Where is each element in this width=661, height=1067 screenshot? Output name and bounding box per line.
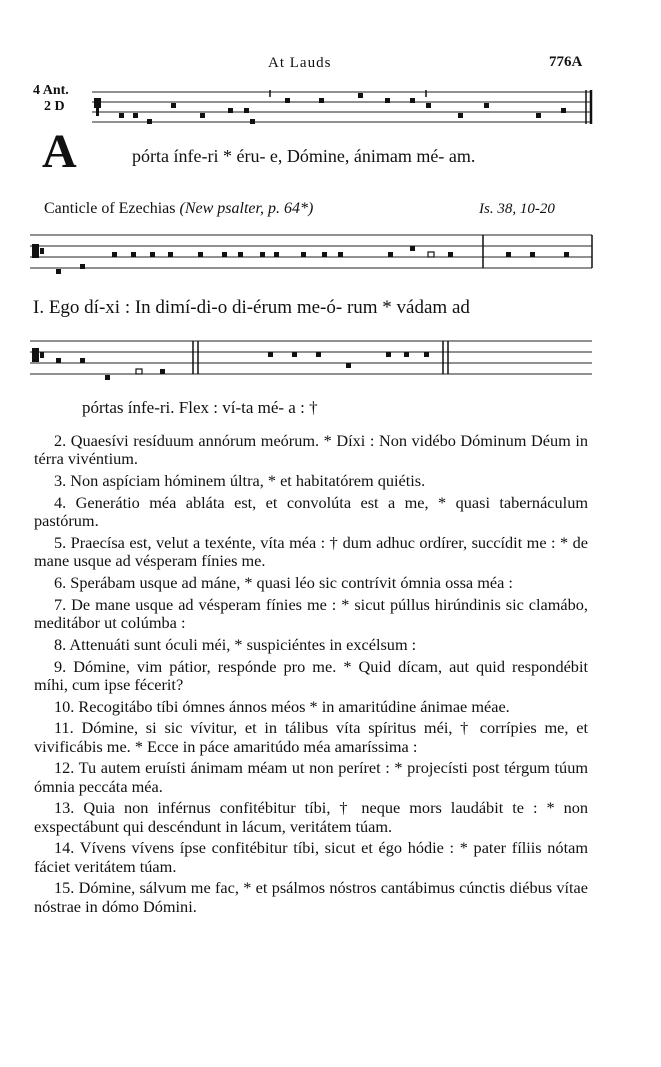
antiphon-initial: A xyxy=(42,125,77,178)
antiphon-text: pórta ínfe-ri * éru- e, Dómine, ánimam mé- am. xyxy=(132,146,476,166)
canticle-verses xyxy=(34,432,588,919)
verse-4: 4. Generátio méa abláta est, et convolúta est a me, * quasi tabernáculum pastórum. xyxy=(34,492,588,530)
antiphon-number: 4 Ant. xyxy=(33,83,69,98)
verse-15: 15. Dómine, sálvum me fac, * et psálmos nóstros cantábimus cúnctis diébus vítae nóstrae in dómo Dómini. xyxy=(34,878,588,916)
verse-7: 7. De mane usque ad vésperam fínies me : * sicut púllus hirúndinis sic clamábo, meditábor ut colúmba : xyxy=(34,594,588,632)
section-title: At Lauds xyxy=(268,55,332,71)
verse-10: 10. Recogitábo tíbi ómnes ánnos méos * in amaritúdine ánimae méae. xyxy=(54,696,510,716)
antiphon-mode: 2 D xyxy=(44,99,65,114)
verse-14: 14. Vívens vívens ípse confitébitur tíbi, sicut et égo hódie : * pater fíliis nótam fáciet veritátem túam. xyxy=(34,838,588,876)
verse-13: 13. Quia non inférnus confitébitur tíbi, † neque mors laudábit te : * non exspectábunt qui descéndunt in lácum, veritátem túam. xyxy=(34,798,588,836)
page-number: 776A xyxy=(549,54,583,70)
verse-12: 12. Tu autem eruísti ánimam méam ut non períret : * projecísti post térgum túum ómnia peccáta méa. xyxy=(34,758,588,796)
verse-5: 5. Praecísa est, velut a texénte, víta méa : † dum adhuc ordírer, succídit me : * de mane usque ad vésperam fínies me. xyxy=(34,532,588,570)
chant-line-2: pórtas ínfe-ri. Flex : ví-ta mé- a : † xyxy=(82,398,318,417)
canticle-source: (New psalter, p. 64*) xyxy=(179,200,314,217)
chant-line-1: I. Ego dí-xi : In dimí-di-o di-érum me-ó- rum * vádam ad xyxy=(33,297,470,318)
verse-6: 6. Sperábam usque ad máne, * quasi léo sic contrívit ómnia ossa méa : xyxy=(54,572,513,592)
verse-11: 11. Dómine, si sic vívitur, et in tálibus víta spíritus méi, † corrípies me, et vivificábis me. * Ecce in páce amaritúdo méa amaríssima : xyxy=(34,718,588,756)
canticle-heading xyxy=(44,200,313,218)
verse-3: 3. Non aspíciam hóminem últra, * et habitatórem quiétis. xyxy=(54,470,426,490)
verse-8: 8. Attenuáti sunt óculi méi, * suspiciéntes in excélsum : xyxy=(54,634,417,654)
canticle-title: Canticle of Ezechias xyxy=(44,200,176,217)
verse-9: 9. Dómine, vim pátior, respónde pro me. * Quid dícam, aut quid respondébit míhi, cum ipse fécerit? xyxy=(34,656,588,694)
canticle-reference: Is. 38, 10-20 xyxy=(479,201,555,217)
verse-2: 2. Quaesívi resíduum annórum meórum. * Díxi : Non vidébo Dóminum Déum in térra vivéntium. xyxy=(34,431,588,469)
